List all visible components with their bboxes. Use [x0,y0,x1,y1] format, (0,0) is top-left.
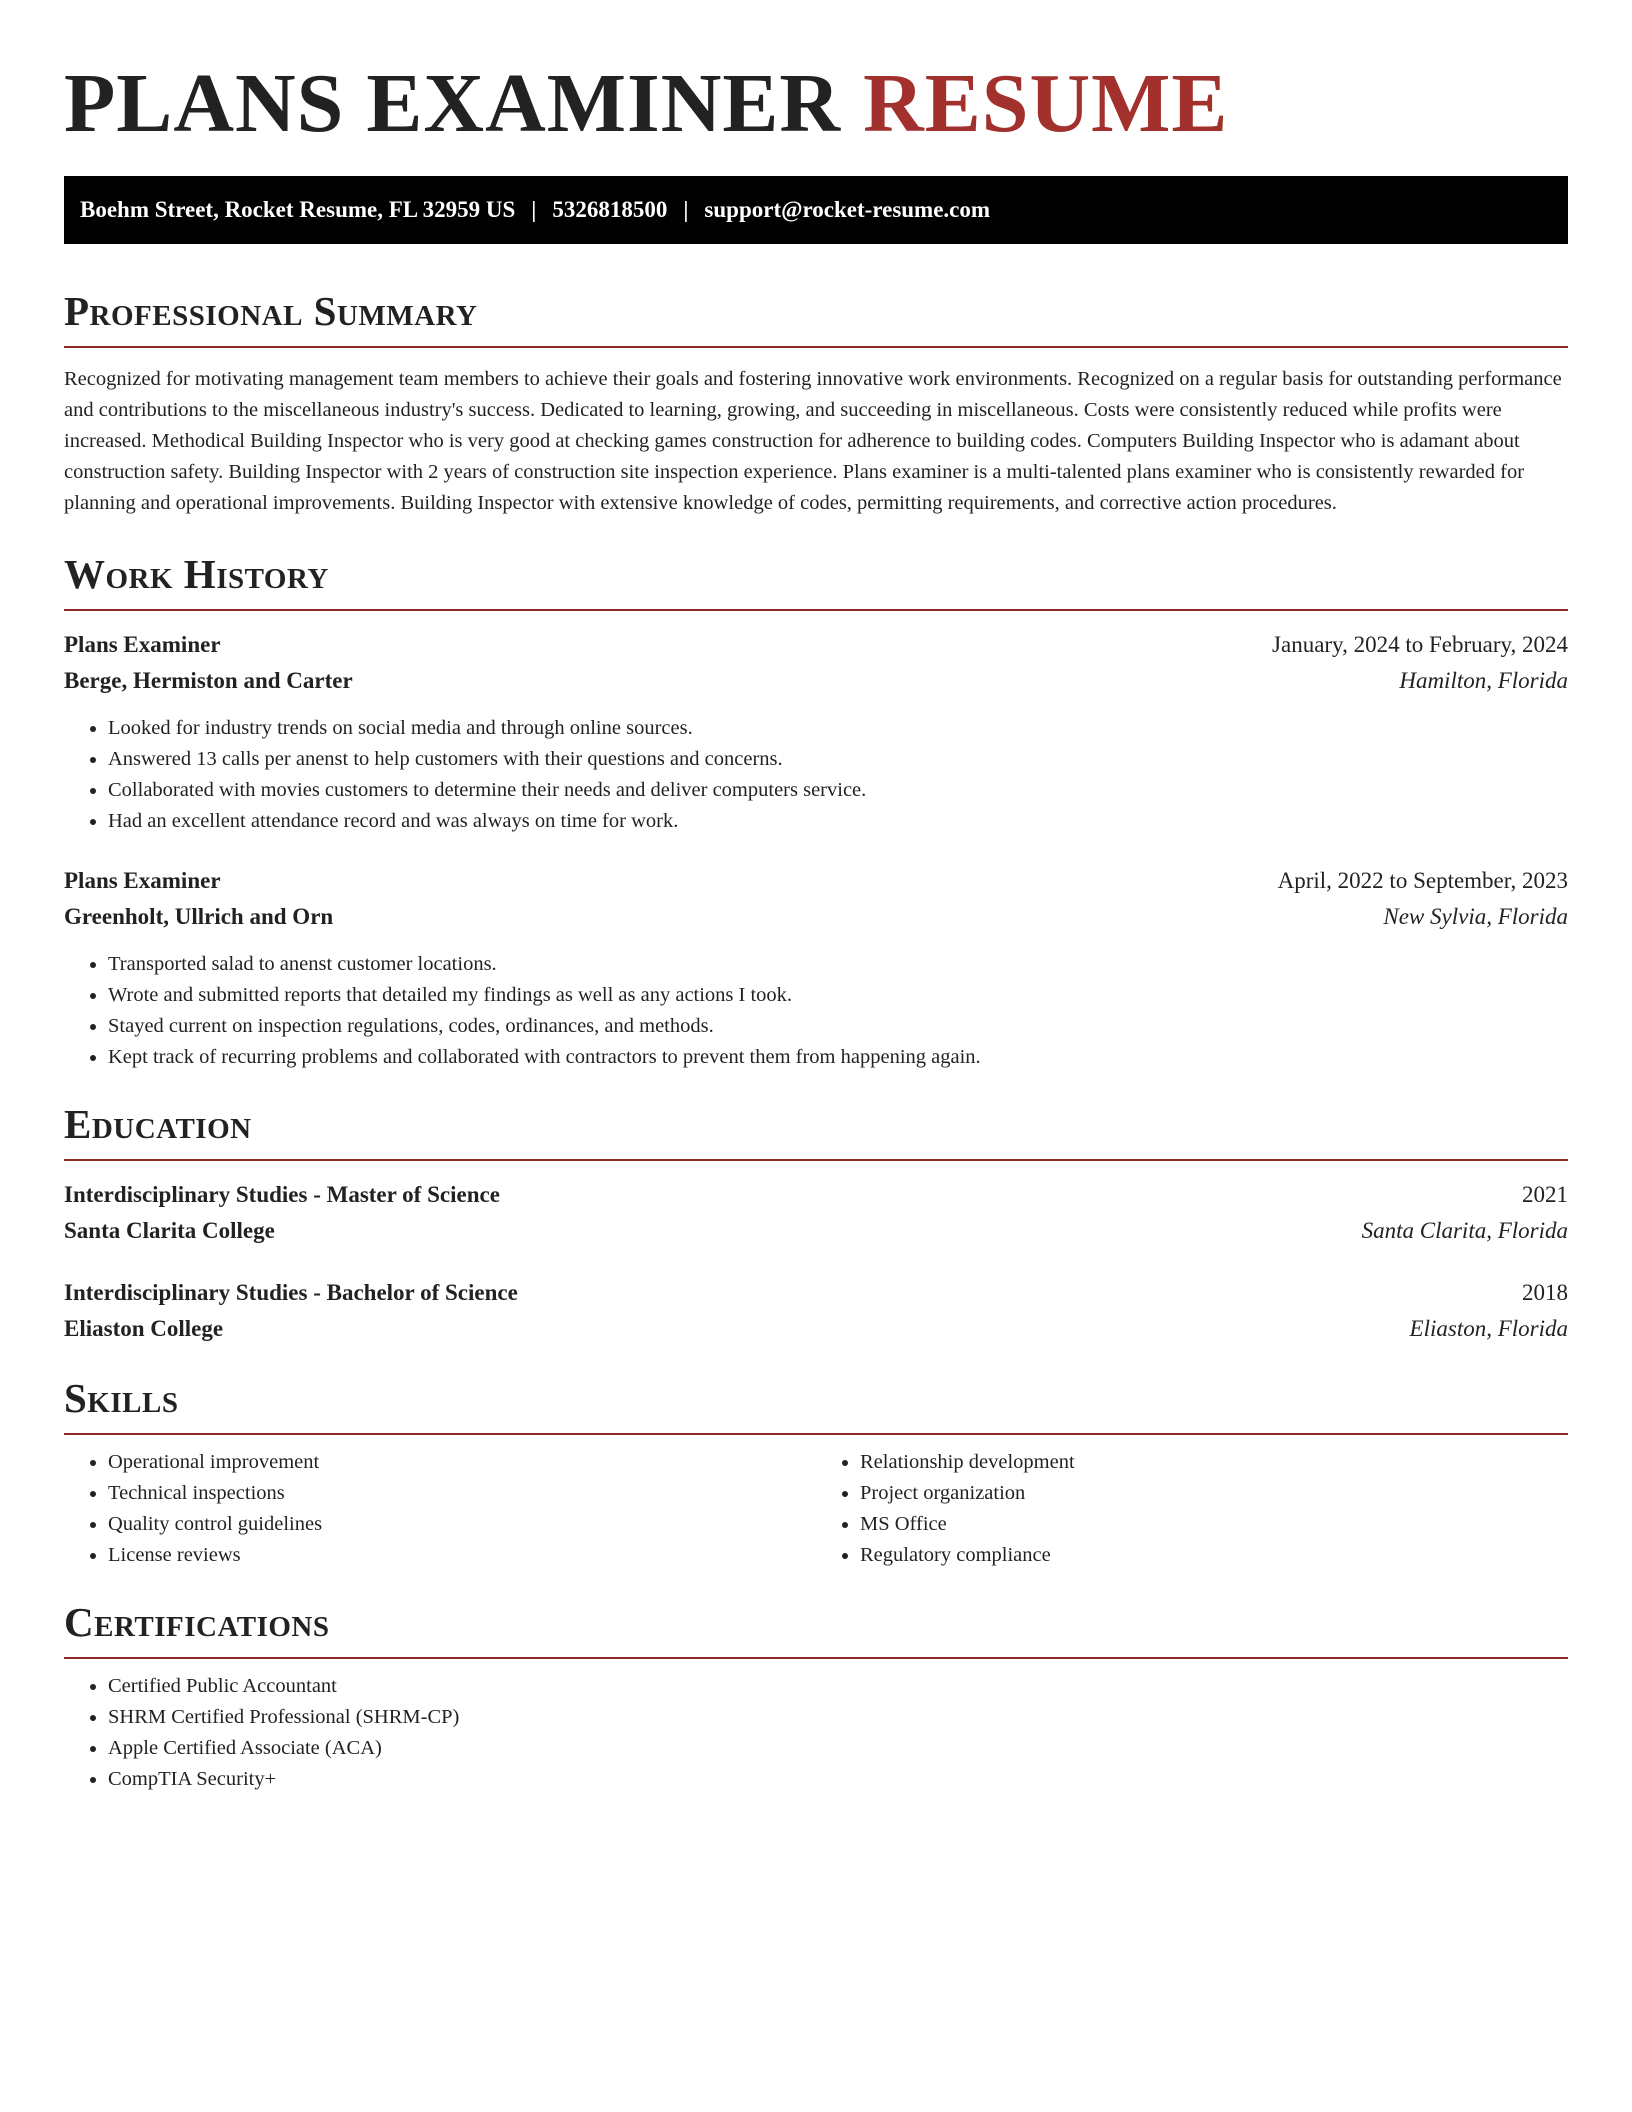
job-duty: • Answered 13 calls per anenst to help customers with their questions and concerns. [108,744,1568,775]
job-dates: January, 2024 to February, 2024 [1272,632,1568,657]
section-heading-education: Education [64,1099,1568,1161]
education-school: Eliaston College [64,1316,224,1341]
job-header-row [64,627,1568,663]
skill-item: • Relationship development [860,1447,1568,1478]
education-location: Eliaston, Florida [1409,1316,1568,1341]
section-heading-skills: Skills [64,1373,1568,1435]
certification-item: • SHRM Certified Professional (SHRM-CP) [108,1702,1568,1733]
job-duty: • Wrote and submitted reports that detailed my findings as well as any actions I took. [108,980,1568,1011]
job-company: Greenholt, Ullrich and Orn [64,904,334,929]
job-company-row [64,663,1568,699]
education-entry [64,1275,1568,1347]
education-degree-row [64,1177,1568,1213]
job-duty: • Collaborated with movies customers to determine their needs and deliver computers service. [108,775,1568,806]
job-location: New Sylvia, Florida [1383,904,1568,929]
job-duty: • Kept track of recurring problems and collaborated with contractors to prevent them from happening again. [108,1042,1568,1073]
education-year: 2018 [1522,1280,1568,1305]
section-heading-certifications: Certifications [64,1597,1568,1659]
section-heading-summary: Professional Summary [64,286,1568,348]
skill-item: • Project organization [860,1478,1568,1509]
job-company-row [64,899,1568,935]
contact-address: Boehm Street, Rocket Resume, FL 32959 US [80,197,516,222]
job-header-row [64,863,1568,899]
certifications-list [64,1671,1568,1795]
education-entry [64,1177,1568,1249]
skill-item: • Operational improvement [108,1447,816,1478]
education-school: Santa Clarita College [64,1218,275,1243]
education-degree: Interdisciplinary Studies - Bachelor of Science [64,1280,518,1305]
job-location: Hamilton, Florida [1399,668,1568,693]
job-company: Berge, Hermiston and Carter [64,668,353,693]
contact-bar [64,176,1568,244]
certification-item: • Certified Public Accountant [108,1671,1568,1702]
education-year: 2021 [1522,1182,1568,1207]
job-duty: • Transported salad to anenst customer locations. [108,949,1568,980]
education-school-row [64,1213,1568,1249]
job-title: Plans Examiner [64,868,221,893]
skills-grid [64,1447,1568,1571]
job-duties-list [64,713,1568,837]
contact-separator: | [531,197,537,222]
job-duty: • Stayed current on inspection regulations, codes, ordinances, and methods. [108,1011,1568,1042]
education-school-row [64,1311,1568,1347]
summary-text: Recognized for motivating management team members to achieve their goals and fostering innovative work environments. Recognized on a regular basis for outstanding performance and contributions to the miscellaneous industry's success. Dedicated to learning, growing, and succeeding in miscellaneous. Costs were consistently reduced while profits were increased. Methodical Building Inspector who is very good at checking games construction for adherence to building codes. Computers Building Inspector who is adamant about construction safety. Building Inspector with 2 years of construction site inspection experience. Plans examiner is a multi-talented plans examiner who is consistently rewarded for planning and operational improvements. Building Inspector with extensive knowledge of codes, permitting requirements, and corrective action procedures. [64,368,1562,514]
job-title: Plans Examiner [64,632,221,657]
skills-list-right [816,1447,1568,1571]
job-entry [64,863,1568,1073]
job-entry [64,627,1568,837]
section-heading-work-history: Work History [64,549,1568,611]
contact-separator: | [683,197,689,222]
contact-phone: 5326818500 [552,197,668,222]
skill-item: • License reviews [108,1540,816,1571]
education-location: Santa Clarita, Florida [1361,1218,1568,1243]
job-duties-list [64,949,1568,1073]
contact-email: support@rocket-resume.com [704,197,991,222]
title-accent: RESUME [863,57,1229,150]
job-dates: April, 2022 to September, 2023 [1277,868,1568,893]
certification-item: • Apple Certified Associate (ACA) [108,1733,1568,1764]
skill-item: • MS Office [860,1509,1568,1540]
education-degree-row [64,1275,1568,1311]
title-main: PLANS EXAMINER [64,57,842,150]
skill-item: • Technical inspections [108,1478,816,1509]
job-duty: • Looked for industry trends on social media and through online sources. [108,713,1568,744]
skill-item: • Regulatory compliance [860,1540,1568,1571]
certification-item: • CompTIA Security+ [108,1764,1568,1795]
skill-item: • Quality control guidelines [108,1509,816,1540]
job-duty: • Had an excellent attendance record and was always on time for work. [108,806,1568,837]
education-degree: Interdisciplinary Studies - Master of Science [64,1182,500,1207]
resume-title [64,56,1568,152]
skills-list-left [64,1447,816,1571]
